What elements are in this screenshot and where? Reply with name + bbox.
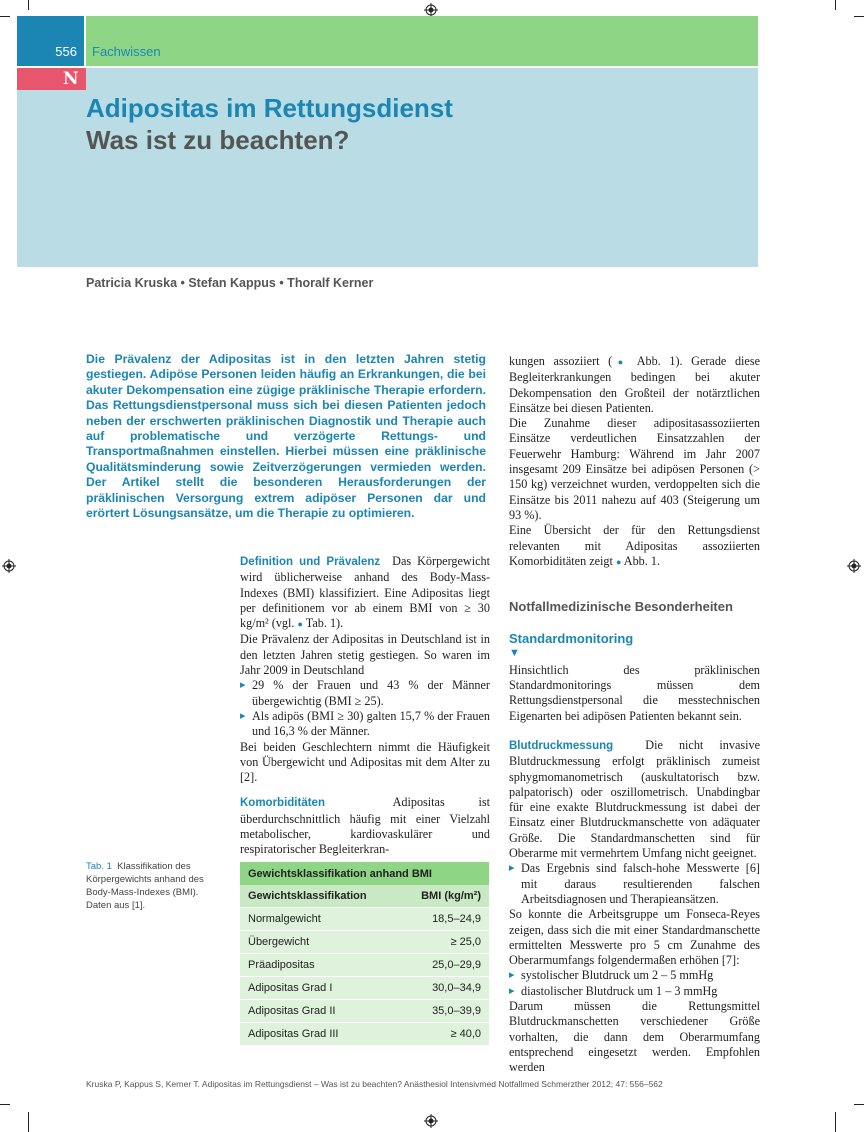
figure-ref: Abb. 1. <box>623 553 660 568</box>
pressure-list <box>509 968 760 999</box>
list-item: ▸ systolischer Blutdruck um 2 – 5 mmHg <box>509 968 760 983</box>
table-cell: 30,0–34,9 <box>399 977 489 1000</box>
registration-mark-icon <box>847 559 861 573</box>
table-cell: 25,0–29,9 <box>399 954 489 977</box>
prevalence-text: Die Prävalenz der Adipositas in Deutschland ist in den letzten Jahren stetig gestiegen. So waren im Jahr 2009 in Deutschland <box>240 632 490 678</box>
figure-ref-icon: ● <box>615 556 622 567</box>
table-header-row <box>240 885 489 908</box>
section-heading: Notfallmedizinische Besonderheiten <box>509 599 733 615</box>
table-row <box>240 908 489 931</box>
list-item: ▸ Als adipös (BMI ≥ 30) galten 15,7 % der Frauen und 16,3 % der Männer. <box>240 709 490 740</box>
paragraph-text: Die Zunahme dieser adipositasassoziierten Einsätze verdeutlichen Einsatzzahlen der Feuerwehr Hamburg: Während im Jahr 2007 insgesamt 209 Einsätze bei adipösen Personen (> 150 kg) verzeichnet wurden, verdoppelten sich die Einsätze bis 2011 nahezu auf 403 (Steigerung um 93 %). <box>509 416 760 522</box>
table-cell: 35,0–39,9 <box>399 1000 489 1023</box>
table-cell: Normalgewicht <box>240 908 399 931</box>
paragraph-text: Eine Übersicht der für den Rettungsdienst relevanten mit Adipositas assoziierten Komorbiditäten zeigt <box>509 523 760 568</box>
definition-lead: Definition und Prävalenz <box>240 556 381 568</box>
paragraph-text: Darum müssen die Rettungsmittel Blutdruckmanschetten verschiedener Größe vorhalten, die dann dem Oberarmumfang entsprechend eingesetzt werden. Empfohlen werden <box>509 998 760 1075</box>
paragraph-text: ). Gerade diese Begleiterkrankungen bedingen bei akuter Dekompensation den Großteil der notärztlichen Einsätze bei diesen Patienten. <box>509 354 760 415</box>
crop-mark <box>0 16 10 17</box>
category-badge-letter: N <box>63 69 79 89</box>
table-row <box>240 977 489 1000</box>
table-cell: Adipositas Grad II <box>240 1000 399 1023</box>
result-list <box>509 861 760 907</box>
table-cell: Adipositas Grad I <box>240 977 399 1000</box>
table-cell: Übergewicht <box>240 931 399 954</box>
figure-ref-icon: ● <box>612 357 629 367</box>
table-cell: 18,5–24,9 <box>399 908 489 931</box>
prevalence-after: Bei beiden Geschlechtern nimmt die Häufigkeit von Übergewicht und Adipositas mit dem Alter zu [2]. <box>240 739 490 785</box>
table-row <box>240 954 489 977</box>
authors: Patricia Kruska • Stefan Kappus • Thoralf Kerner <box>86 276 374 290</box>
crop-mark <box>835 0 836 10</box>
column-middle <box>240 554 490 858</box>
definition-text: Das Körpergewicht wird üblicherweise anhand des Body-Mass-Indexes (BMI) klassifiziert. Eine Adipositas liegt per definitionem vor ab einem BMI von ≥ 30 kg/m² (vgl. <box>240 554 490 631</box>
crop-mark <box>28 1112 29 1132</box>
table-row <box>240 1000 489 1023</box>
comorbidity-text: Adipositas ist überdurchschnittlich häufig mit einer Vielzahl metabolischer, kardiovaskulärer und respiratorischer Begleiterkran- <box>240 795 491 857</box>
table-cell: Präadipositas <box>240 954 399 977</box>
table-row <box>240 1023 489 1046</box>
list-item: ▸ diastolischer Blutdruck um 1 – 3 mmHg <box>509 984 760 999</box>
paragraph-text: Hinsichtlich des präklinischen Standardmonitorings müssen dem Rettungsdienstpersonal die messtechnischen Eigenarten bei adipösen Patienten bekannt sein. <box>509 662 760 723</box>
paragraph-text: So konnte die Arbeitsgruppe um Fonseca-Reyes zeigen, dass sich die mit einer Standardmanschette ermittelten Messwerte pro 5 cm Zunahme des Oberarmumfangs folgendermaßen erhöhen [7]: <box>509 907 760 968</box>
registration-mark-icon <box>2 559 16 573</box>
column-header: Gewichtsklassifikation <box>240 885 399 908</box>
crop-mark <box>0 1104 10 1105</box>
column-header: BMI (kg/m²) <box>399 885 489 908</box>
table-cell: ≥ 25,0 <box>399 931 489 954</box>
header-bar <box>86 16 758 66</box>
blood-pressure-lead: Blutdruckmessung <box>509 739 614 752</box>
registration-mark-icon <box>424 1114 438 1128</box>
table-row <box>240 931 489 954</box>
table-cell: ≥ 40,0 <box>399 1023 489 1046</box>
section-name: Fachwissen <box>92 44 161 59</box>
page-number: 556 <box>55 44 77 59</box>
column-right <box>509 354 760 1075</box>
paragraph-text: Die nicht invasive Blutdruckmessung erfolgt präklinisch zumeist sphygmomanometrisch (auskultatorisch bzw. palpatorisch) oder oszillometrisch. Unabdingbar für eine exakte Blutdruckmessung ist dabei der Einsatz einer Blutdruckmanschette von adäquater Größe. Die Standardmanschetten sind für Oberarme mit vermehrtem Umfang nicht geeignet. <box>509 737 760 861</box>
table-caption-text: Klassifikation des Körpergewichts anhand des Body-Mass-Indexes (BMI). Daten aus [1]. <box>86 861 204 911</box>
crop-mark <box>835 1112 836 1132</box>
table-caption-label: Tab. 1 <box>86 861 112 872</box>
abstract: Die Prävalenz der Adipositas ist in den letzten Jahren stetig gestiegen. Adipöse Personen leiden häufig an Erkrankungen, die bei akuter Dekompensation eine zügige präklinische Therapie erfordern. Das Rettungsdienstpersonal muss sich bei diesen Patienten jedoch neben der erschwerten präklinischen Diagnostik und Therapie auch auf problematische und verzögerte Rettungs- und Transportmaßnahmen einstellen. Hierbei müssen eine präklinische Qualitätsminderung sowie Zeitverzögerungen vermieden werden. Der Artikel stellt die besonderen Herausforderungen der präklinischen Versorgung extrem adipöser Personen dar und erörtert Lösungsansätze, um die Therapie zu optimieren. <box>86 352 486 521</box>
subsection-heading: Standardmonitoring <box>509 631 634 647</box>
article-subtitle: Was ist zu beachten? <box>86 125 350 155</box>
subsection-arrow-icon: ▼ <box>509 646 520 659</box>
definition-ref: Tab. 1). <box>305 616 344 631</box>
list-item: ▸ Das Ergebnis sind falsch-hohe Messwerte [6] mit daraus resultierenden falschen Arbeitsdiagnosen und Therapieansätzen. <box>509 861 760 907</box>
table-title: Gewichtsklassifikation anhand BMI <box>240 862 489 885</box>
comorbidity-lead: Komorbiditäten <box>240 797 325 810</box>
crop-mark <box>28 0 29 10</box>
crop-mark <box>854 16 864 17</box>
citation-footer: Kruska P, Kappus S, Kerner T. Adipositas im Rettungsdienst – Was ist zu beachten? Anästhesiol Intensivmed Notfallmed Schmerzther 2012; 47: 556–562 <box>86 1079 663 1089</box>
list-item: ▸ 29 % der Frauen und 43 % der Männer übergewichtig (BMI ≥ 25). <box>240 678 490 709</box>
table-ref-icon: ● <box>297 619 303 630</box>
figure-ref: Abb. 1 <box>636 354 676 368</box>
crop-mark <box>854 1104 864 1105</box>
paragraph-text: kungen assoziiert ( <box>509 354 613 368</box>
table-caption <box>86 860 214 912</box>
bmi-table <box>240 862 489 1045</box>
article-title: Adipositas im Rettungsdienst <box>86 93 453 123</box>
table-cell: Adipositas Grad III <box>240 1023 399 1046</box>
registration-mark-icon <box>424 3 438 17</box>
prevalence-list <box>240 678 490 739</box>
